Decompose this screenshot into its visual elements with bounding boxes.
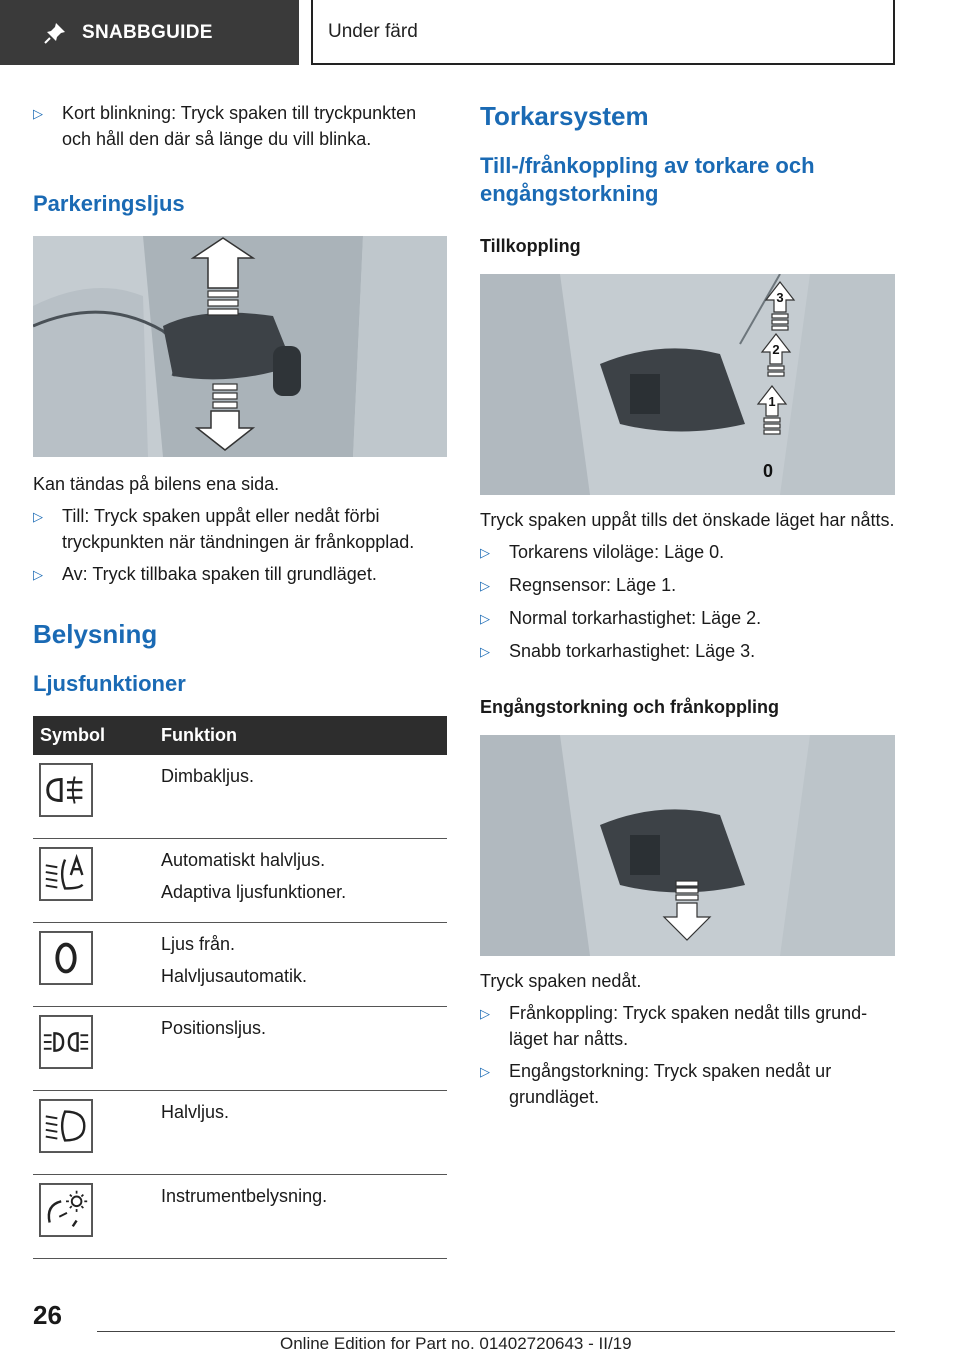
list-item: ▷ Snabb torkarhastighet: Läge 3. — [480, 638, 895, 665]
wiper-single-figure — [480, 735, 895, 956]
wiper-subheading: Till-/frånkoppling av torkare och engångstorkning — [480, 153, 815, 206]
col-symbol: Symbol — [33, 716, 161, 755]
bullet-triangle-icon: ▷ — [480, 578, 490, 593]
parking-lights-icon — [39, 1015, 93, 1069]
list-item: ▷ Regnsensor: Läge 1. — [480, 572, 895, 599]
single-wipe-heading: Engångstorkning och frånkoppling — [480, 697, 779, 717]
bullet-triangle-icon: ▷ — [33, 106, 43, 121]
low-beam-icon — [39, 1099, 93, 1153]
bullet-triangle-icon: ▷ — [33, 509, 43, 524]
wiper-on-figure — [480, 274, 895, 495]
list-item: ▷ Engångstorkning: Tryck spaken nedåt ur grundläget. — [480, 1058, 895, 1110]
on-heading: Tillkoppling — [480, 236, 581, 256]
list-item: ▷ Normal torkarhastighet: Läge 2. — [480, 605, 895, 632]
table-row: Instrumentbelysning. — [33, 1175, 447, 1259]
bullet-triangle-icon: ▷ — [480, 545, 490, 560]
edition-text: Online Edition for Part no. 01402720643 - II/19 — [280, 1334, 632, 1353]
table-row: Automatiskt halvljus. Adaptiva ljusfunktioner. — [33, 839, 447, 923]
lights-off-zero-icon — [39, 931, 93, 985]
tab-label: SNABBGUIDE — [82, 21, 213, 43]
list-item: ▷ Frånkoppling: Tryck spaken nedåt tills grund-läget har nåtts. — [480, 1000, 895, 1052]
bullet-triangle-icon: ▷ — [33, 567, 43, 582]
bullet-triangle-icon: ▷ — [480, 644, 490, 659]
wiper-heading: Torkarsystem — [480, 101, 649, 131]
col-function: Funktion — [161, 716, 447, 755]
bullet-triangle-icon: ▷ — [480, 1006, 490, 1021]
footer-divider — [97, 1331, 895, 1332]
table-row: Positionsljus. — [33, 1007, 447, 1091]
section-label: Under färd — [328, 20, 418, 42]
pushpin-icon — [42, 20, 68, 46]
auto-low-beam-icon — [39, 847, 93, 901]
table-header-row — [33, 716, 447, 755]
bullet-triangle-icon: ▷ — [480, 1064, 490, 1079]
page-number: 26 — [33, 1300, 62, 1330]
quick-guide-tab[interactable] — [0, 0, 299, 65]
instrument-lighting-icon — [39, 1183, 93, 1237]
light-functions-heading: Ljusfunktioner — [33, 671, 186, 696]
list-item: ▷ Av: Tryck tillbaka spaken till grundläget. — [33, 561, 447, 588]
left-column — [33, 100, 447, 1259]
figure-label-3: 3 — [776, 290, 784, 305]
parking-heading: Parkeringsljus — [33, 191, 185, 216]
figure-label-1: 1 — [768, 394, 776, 409]
on-intro: Tryck spaken uppåt tills det önskade läget har nåtts. — [480, 510, 895, 530]
section-header — [311, 0, 895, 65]
lighting-heading: Belysning — [33, 619, 158, 649]
right-column — [480, 100, 895, 1116]
parking-intro: Kan tändas på bilens ena sida. — [33, 474, 280, 494]
single-intro: Tryck spaken nedåt. — [480, 971, 642, 991]
table-row: Dimbakljus. — [33, 755, 447, 839]
table-row: Ljus från. Halvljusautomatik. — [33, 923, 447, 1007]
table-row: Halvljus. — [33, 1091, 447, 1175]
list-item: ▷ Till: Tryck spaken uppåt eller nedåt förbi tryckpunkten när tändningen är frånkopplad. — [33, 503, 447, 555]
list-item: ▷ Kort blinkning: Tryck spaken till tryckpunkten och håll den där så länge du vill blinka. — [33, 100, 447, 152]
figure-label-0: 0 — [762, 461, 774, 481]
parking-light-figure — [33, 236, 447, 457]
bullet-triangle-icon: ▷ — [480, 611, 490, 626]
figure-label-2: 2 — [772, 342, 780, 357]
list-item: ▷ Torkarens viloläge: Läge 0. — [480, 539, 895, 566]
rear-fog-light-icon — [39, 763, 93, 817]
light-functions-table — [33, 716, 447, 1259]
